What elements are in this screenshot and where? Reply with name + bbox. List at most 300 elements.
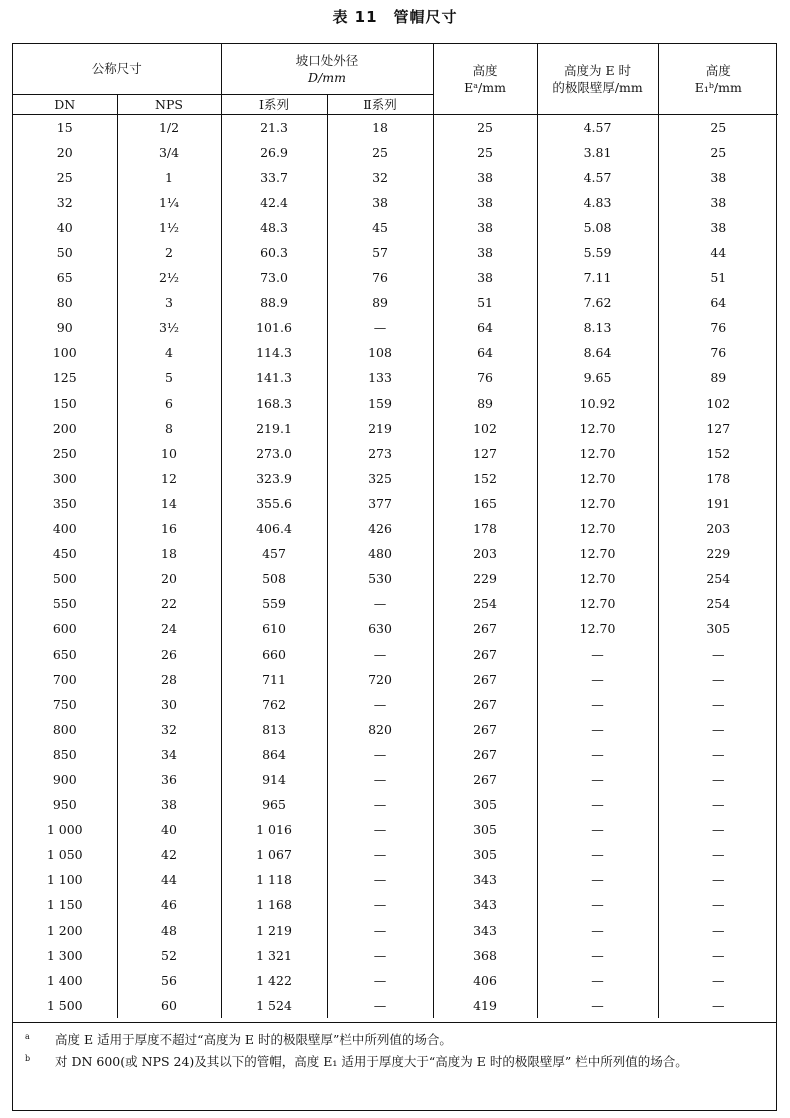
cell-height-e: 305: [433, 842, 537, 867]
table-row: [13, 817, 778, 842]
cell-nps: 10: [117, 441, 221, 466]
cell-od-series2: —: [327, 817, 433, 842]
cell-dn: 50: [13, 240, 117, 265]
cell-dn: 15: [13, 114, 117, 140]
cell-height-e1: —: [712, 872, 725, 888]
note-a: [25, 1029, 766, 1051]
cell-height-e1: 38: [710, 169, 727, 185]
table-row: [13, 340, 778, 365]
cell-dn: 1 050: [13, 842, 117, 867]
cell-od-series1: 141.3: [221, 365, 327, 390]
cell-limit-thickness: —: [537, 968, 658, 993]
table-row: [13, 240, 778, 265]
header-limit-thickness: [537, 44, 658, 114]
cell-dn: 40: [13, 215, 117, 240]
cell-nps: 26: [117, 641, 221, 666]
cell-dn: 400: [13, 516, 117, 541]
table-row: [13, 943, 778, 968]
table-row: [13, 842, 778, 867]
cell-od-series1: 114.3: [221, 340, 327, 365]
cell-od-series1: 323.9: [221, 466, 327, 491]
cell-od-series1: 864: [221, 742, 327, 767]
table-row: [13, 215, 778, 240]
cell-od-series2: —: [327, 968, 433, 993]
table-row: [13, 466, 778, 491]
cell-limit-thickness: 12.70: [537, 516, 658, 541]
cell-od-series1: 219.1: [221, 416, 327, 441]
cell-limit-thickness: —: [537, 817, 658, 842]
cell-limit-thickness: 12.70: [537, 566, 658, 591]
header-height1-unit: E₁ᵇ/mm: [694, 79, 742, 95]
note-b: [25, 1051, 766, 1073]
cell-od-series1: 1 118: [221, 867, 327, 892]
cell-height-e: 38: [433, 215, 537, 240]
cell-limit-thickness: 4.57: [537, 114, 658, 140]
cell-nps: 1/2: [117, 114, 221, 140]
cell-od-series2: 820: [327, 717, 433, 742]
cell-nps: 1¼: [117, 190, 221, 215]
table-row: [13, 416, 778, 441]
cell-dn: 80: [13, 290, 117, 315]
cell-height-e: 178: [433, 516, 537, 541]
header-od-unit: D/mm: [308, 69, 346, 85]
cell-od-series1: 965: [221, 792, 327, 817]
cell-od-series1: 762: [221, 692, 327, 717]
header-limit-line2: 的极限壁厚/mm: [552, 79, 643, 95]
cell-od-series1: 1 219: [221, 918, 327, 943]
cell-limit-thickness: 5.08: [537, 215, 658, 240]
cell-height-e1: 38: [710, 219, 727, 235]
table-row: [13, 165, 778, 190]
cell-height-e1: 254: [706, 571, 731, 587]
cell-height-e1: —: [712, 746, 725, 762]
cell-height-e1: 102: [706, 395, 731, 411]
cell-od-series1: 406.4: [221, 516, 327, 541]
cell-height-e1: —: [712, 771, 725, 787]
cell-limit-thickness: 8.64: [537, 340, 658, 365]
cell-od-series1: 42.4: [221, 190, 327, 215]
table-row: [13, 968, 778, 993]
cell-od-series2: 18: [327, 114, 433, 140]
cell-od-series2: —: [327, 591, 433, 616]
cell-height-e1: 305: [706, 621, 731, 637]
cell-dn: 100: [13, 340, 117, 365]
cell-dn: 1 500: [13, 993, 117, 1018]
cell-height-e1: —: [712, 972, 725, 988]
cell-nps: 22: [117, 591, 221, 616]
header-nps: NPS: [117, 94, 221, 114]
cell-od-series1: 168.3: [221, 391, 327, 416]
cell-nps: 34: [117, 742, 221, 767]
cell-height-e: 38: [433, 190, 537, 215]
cell-od-series1: 21.3: [221, 114, 327, 140]
cell-height-e: 89: [433, 391, 537, 416]
table-row: [13, 265, 778, 290]
table-row: [13, 867, 778, 892]
cell-height-e: 25: [433, 114, 537, 140]
cell-nps: 30: [117, 692, 221, 717]
cell-od-series2: —: [327, 641, 433, 666]
cell-nps: 60: [117, 993, 221, 1018]
table-row: [13, 365, 778, 390]
cell-height-e1: —: [712, 847, 725, 863]
cell-nps: 8: [117, 416, 221, 441]
cell-nps: 6: [117, 391, 221, 416]
cell-height-e1: 76: [710, 320, 727, 336]
cell-limit-thickness: 12.70: [537, 466, 658, 491]
cell-limit-thickness: 9.65: [537, 365, 658, 390]
table-row: [13, 993, 778, 1018]
cell-od-series2: 530: [327, 566, 433, 591]
cell-height-e: 64: [433, 315, 537, 340]
cell-height-e1: —: [712, 897, 725, 913]
header-od-label: 坡口处外径: [295, 52, 359, 68]
cell-od-series1: 1 321: [221, 943, 327, 968]
cell-height-e: 406: [433, 968, 537, 993]
header-height-e1: [658, 44, 778, 114]
cell-od-series2: —: [327, 742, 433, 767]
cell-od-series2: 108: [327, 340, 433, 365]
cell-height-e1: 254: [706, 596, 731, 612]
cell-nps: 3½: [117, 315, 221, 340]
cell-dn: 300: [13, 466, 117, 491]
cell-od-series1: 33.7: [221, 165, 327, 190]
cell-limit-thickness: 7.11: [537, 265, 658, 290]
cell-height-e1: 191: [706, 495, 731, 511]
cell-nps: 48: [117, 918, 221, 943]
cell-height-e: 127: [433, 441, 537, 466]
cell-nps: 5: [117, 365, 221, 390]
table-row: [13, 591, 778, 616]
cell-dn: 200: [13, 416, 117, 441]
cell-od-series1: 610: [221, 616, 327, 641]
cell-od-series1: 1 016: [221, 817, 327, 842]
table-row: [13, 315, 778, 340]
cell-od-series1: 711: [221, 667, 327, 692]
cell-height-e1: —: [712, 646, 725, 662]
cell-nps: 2: [117, 240, 221, 265]
table-row: [13, 391, 778, 416]
cell-height-e: 152: [433, 466, 537, 491]
cell-height-e: 305: [433, 792, 537, 817]
cell-nps: 42: [117, 842, 221, 867]
cell-limit-thickness: —: [537, 918, 658, 943]
cell-nps: 20: [117, 566, 221, 591]
cell-dn: 500: [13, 566, 117, 591]
cell-limit-thickness: —: [537, 717, 658, 742]
cell-od-series2: 377: [327, 491, 433, 516]
cell-height-e1: 76: [710, 345, 727, 361]
table-row: [13, 692, 778, 717]
cell-od-series2: —: [327, 792, 433, 817]
cell-nps: 52: [117, 943, 221, 968]
cell-height-e: 267: [433, 667, 537, 692]
cell-height-e1: —: [712, 822, 725, 838]
cell-height-e: 305: [433, 817, 537, 842]
cell-height-e1: —: [712, 696, 725, 712]
cell-nps: 56: [117, 968, 221, 993]
cell-height-e1: 25: [710, 119, 727, 135]
cell-dn: 1 000: [13, 817, 117, 842]
cell-dn: 950: [13, 792, 117, 817]
table-row: [13, 491, 778, 516]
cell-height-e1: 178: [706, 470, 731, 486]
cell-od-series2: 219: [327, 416, 433, 441]
cell-od-series2: 325: [327, 466, 433, 491]
cell-height-e1: 203: [706, 521, 731, 537]
cell-height-e: 64: [433, 340, 537, 365]
table-row: [13, 441, 778, 466]
cell-nps: 14: [117, 491, 221, 516]
cell-nps: 40: [117, 817, 221, 842]
cell-nps: 36: [117, 767, 221, 792]
header-nominal-size: 公称尺寸: [13, 44, 221, 94]
header-height-unit: Eᵃ/mm: [464, 79, 506, 95]
cell-nps: 32: [117, 717, 221, 742]
cell-nps: 24: [117, 616, 221, 641]
cell-limit-thickness: —: [537, 692, 658, 717]
cell-height-e1: 229: [706, 546, 731, 562]
table-notes: [13, 1022, 776, 1110]
cell-dn: 150: [13, 391, 117, 416]
cell-height-e: 51: [433, 290, 537, 315]
cell-height-e1: —: [712, 922, 725, 938]
cell-limit-thickness: 12.70: [537, 491, 658, 516]
cell-limit-thickness: 7.62: [537, 290, 658, 315]
table-row: [13, 717, 778, 742]
cell-height-e: 343: [433, 867, 537, 892]
table-body: [13, 114, 778, 1018]
cell-od-series2: —: [327, 918, 433, 943]
cell-od-series2: 480: [327, 541, 433, 566]
cell-height-e: 267: [433, 641, 537, 666]
cell-height-e: 38: [433, 265, 537, 290]
header-series2: Ⅱ系列: [327, 94, 433, 114]
cell-height-e1: 127: [706, 420, 731, 436]
cell-nps: 12: [117, 466, 221, 491]
cell-limit-thickness: 4.57: [537, 165, 658, 190]
cell-height-e1: 89: [710, 370, 727, 386]
cell-od-series1: 101.6: [221, 315, 327, 340]
cell-height-e: 38: [433, 165, 537, 190]
cell-od-series2: —: [327, 842, 433, 867]
cell-od-series2: 25: [327, 140, 433, 165]
note-b-text: 对 DN 600(或 NPS 24)及其以下的管帽，高度 E₁ 适用于厚度大于“高度为 E 时的极限壁厚” 栏中所列值的场合。: [55, 1054, 688, 1069]
cell-nps: 38: [117, 792, 221, 817]
cell-dn: 850: [13, 742, 117, 767]
cell-dn: 1 400: [13, 968, 117, 993]
table-row: [13, 140, 778, 165]
cell-dn: 800: [13, 717, 117, 742]
header-limit-line1: 高度为 E 时: [563, 62, 632, 78]
cell-dn: 650: [13, 641, 117, 666]
cell-dn: 90: [13, 315, 117, 340]
cell-limit-thickness: —: [537, 892, 658, 917]
cell-dn: 700: [13, 667, 117, 692]
cell-od-series2: 57: [327, 240, 433, 265]
header-dn: DN: [13, 94, 117, 114]
cell-height-e1: 152: [706, 445, 731, 461]
cell-height-e: 267: [433, 742, 537, 767]
table-row: [13, 667, 778, 692]
cell-limit-thickness: 12.70: [537, 591, 658, 616]
cell-od-series2: 273: [327, 441, 433, 466]
cell-dn: 65: [13, 265, 117, 290]
cell-limit-thickness: —: [537, 943, 658, 968]
table-row: [13, 616, 778, 641]
cell-dn: 1 300: [13, 943, 117, 968]
cell-height-e1: 25: [710, 144, 727, 160]
cell-nps: 4: [117, 340, 221, 365]
cell-od-series1: 73.0: [221, 265, 327, 290]
cell-od-series2: —: [327, 993, 433, 1018]
cell-od-series2: 38: [327, 190, 433, 215]
table-row: [13, 516, 778, 541]
header-height1-label: 高度: [705, 62, 731, 78]
cell-height-e1: 38: [710, 194, 727, 210]
cell-od-series1: 273.0: [221, 441, 327, 466]
cell-od-series1: 1 168: [221, 892, 327, 917]
table-row: [13, 792, 778, 817]
cell-od-series2: —: [327, 892, 433, 917]
cell-limit-thickness: —: [537, 742, 658, 767]
cell-od-series1: 508: [221, 566, 327, 591]
table-row: [13, 918, 778, 943]
cell-nps: 18: [117, 541, 221, 566]
cell-od-series2: 720: [327, 667, 433, 692]
cell-nps: 46: [117, 892, 221, 917]
cell-dn: 250: [13, 441, 117, 466]
cell-height-e: 267: [433, 616, 537, 641]
cell-height-e: 102: [433, 416, 537, 441]
cell-od-series1: 26.9: [221, 140, 327, 165]
cell-height-e: 419: [433, 993, 537, 1018]
note-a-text: 高度 E 适用于厚度不超过“高度为 E 时的极限壁厚”栏中所列值的场合。: [55, 1032, 452, 1047]
header-series1: Ⅰ系列: [221, 94, 327, 114]
cell-dn: 20: [13, 140, 117, 165]
cell-height-e1: 51: [710, 270, 727, 286]
cell-limit-thickness: 10.92: [537, 391, 658, 416]
cell-dn: 550: [13, 591, 117, 616]
cell-limit-thickness: —: [537, 867, 658, 892]
table-row: [13, 190, 778, 215]
cell-dn: 750: [13, 692, 117, 717]
cell-od-series2: 89: [327, 290, 433, 315]
cell-height-e1: —: [712, 947, 725, 963]
cell-od-series1: 48.3: [221, 215, 327, 240]
cell-height-e: 38: [433, 240, 537, 265]
cell-height-e: 76: [433, 365, 537, 390]
header-outside-diameter: [221, 44, 433, 94]
cell-nps: 44: [117, 867, 221, 892]
cell-limit-thickness: 8.13: [537, 315, 658, 340]
cell-od-series1: 1 524: [221, 993, 327, 1018]
cell-od-series2: —: [327, 767, 433, 792]
cell-height-e: 267: [433, 692, 537, 717]
cell-height-e: 343: [433, 918, 537, 943]
cell-height-e1: —: [712, 797, 725, 813]
table-row: [13, 892, 778, 917]
cell-limit-thickness: —: [537, 842, 658, 867]
cell-dn: 1 100: [13, 867, 117, 892]
cell-height-e1: 64: [710, 295, 727, 311]
cell-od-series2: 630: [327, 616, 433, 641]
cell-height-e: 229: [433, 566, 537, 591]
cell-dn: 125: [13, 365, 117, 390]
cell-nps: 3: [117, 290, 221, 315]
cell-limit-thickness: —: [537, 667, 658, 692]
cell-nps: 28: [117, 667, 221, 692]
cell-limit-thickness: 12.70: [537, 541, 658, 566]
table-title: 表 11 管帽尺寸: [332, 8, 458, 26]
cell-od-series2: 32: [327, 165, 433, 190]
note-b-mark: b: [25, 1054, 31, 1063]
cell-limit-thickness: —: [537, 993, 658, 1018]
cell-limit-thickness: 4.83: [537, 190, 658, 215]
cell-limit-thickness: —: [537, 767, 658, 792]
table-row: [13, 290, 778, 315]
cell-dn: 1 150: [13, 892, 117, 917]
cell-od-series2: —: [327, 943, 433, 968]
pipe-cap-table: [12, 43, 777, 1111]
cell-height-e1: 44: [710, 245, 727, 261]
cell-height-e: 25: [433, 140, 537, 165]
cell-od-series1: 813: [221, 717, 327, 742]
cell-nps: 2½: [117, 265, 221, 290]
cell-od-series2: 426: [327, 516, 433, 541]
cell-height-e: 165: [433, 491, 537, 516]
cell-nps: 3/4: [117, 140, 221, 165]
cell-od-series1: 559: [221, 591, 327, 616]
note-a-mark: a: [25, 1032, 30, 1041]
table-row: [13, 742, 778, 767]
cell-dn: 32: [13, 190, 117, 215]
cell-od-series1: 1 067: [221, 842, 327, 867]
cell-limit-thickness: 5.59: [537, 240, 658, 265]
cell-od-series1: 88.9: [221, 290, 327, 315]
cell-dn: 450: [13, 541, 117, 566]
cell-limit-thickness: 12.70: [537, 416, 658, 441]
cell-dn: 25: [13, 165, 117, 190]
cell-limit-thickness: 12.70: [537, 441, 658, 466]
cell-height-e: 203: [433, 541, 537, 566]
header-height-label: 高度: [472, 62, 498, 78]
cell-od-series2: 76: [327, 265, 433, 290]
cell-height-e1: —: [712, 721, 725, 737]
cell-od-series2: —: [327, 692, 433, 717]
cell-od-series2: 159: [327, 391, 433, 416]
cell-height-e1: —: [712, 671, 725, 687]
cell-nps: 1½: [117, 215, 221, 240]
table-row: [13, 541, 778, 566]
cell-nps: 16: [117, 516, 221, 541]
cell-height-e: 267: [433, 767, 537, 792]
cell-od-series2: —: [327, 867, 433, 892]
table-row: [13, 767, 778, 792]
cell-od-series1: 660: [221, 641, 327, 666]
cell-nps: 1: [117, 165, 221, 190]
cell-height-e: 267: [433, 717, 537, 742]
cell-limit-thickness: —: [537, 792, 658, 817]
cell-od-series1: 355.6: [221, 491, 327, 516]
cell-od-series1: 457: [221, 541, 327, 566]
cell-limit-thickness: 12.70: [537, 616, 658, 641]
cell-od-series1: 60.3: [221, 240, 327, 265]
cell-height-e: 254: [433, 591, 537, 616]
cell-od-series1: 914: [221, 767, 327, 792]
cell-dn: 1 200: [13, 918, 117, 943]
cell-dn: 350: [13, 491, 117, 516]
